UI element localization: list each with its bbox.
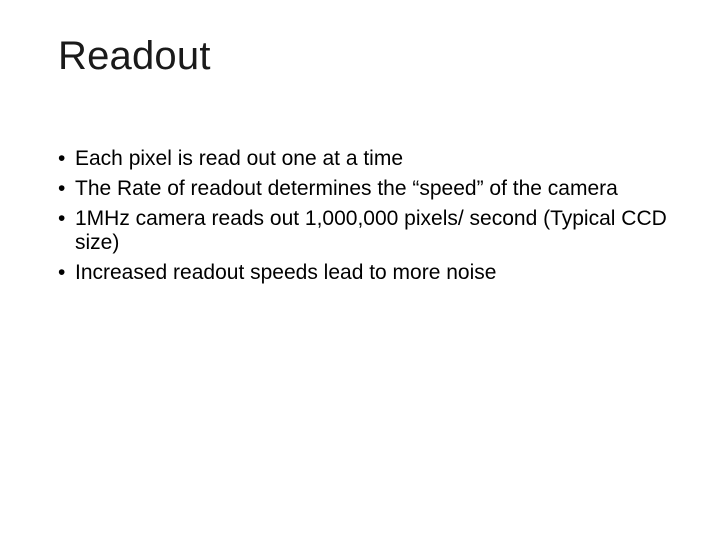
slide-title: Readout (58, 34, 211, 78)
bullet-item (58, 207, 668, 255)
bullet-item (58, 147, 668, 171)
bullet-icon: • (58, 177, 66, 200)
bullet-icon: • (58, 207, 66, 230)
bullet-text: 1MHz camera reads out 1,000,000 pixels/ second (Typical CCD size) (75, 207, 667, 254)
bullet-text: The Rate of readout determines the “speed” of the camera (75, 177, 618, 200)
bullet-icon: • (58, 147, 66, 170)
bullet-item (58, 177, 668, 201)
bullet-list (58, 147, 668, 291)
bullet-text: Increased readout speeds lead to more noise (75, 261, 497, 284)
bullet-item (58, 261, 668, 285)
bullet-text: Each pixel is read out one at a time (75, 147, 404, 170)
bullet-icon: • (58, 261, 66, 284)
